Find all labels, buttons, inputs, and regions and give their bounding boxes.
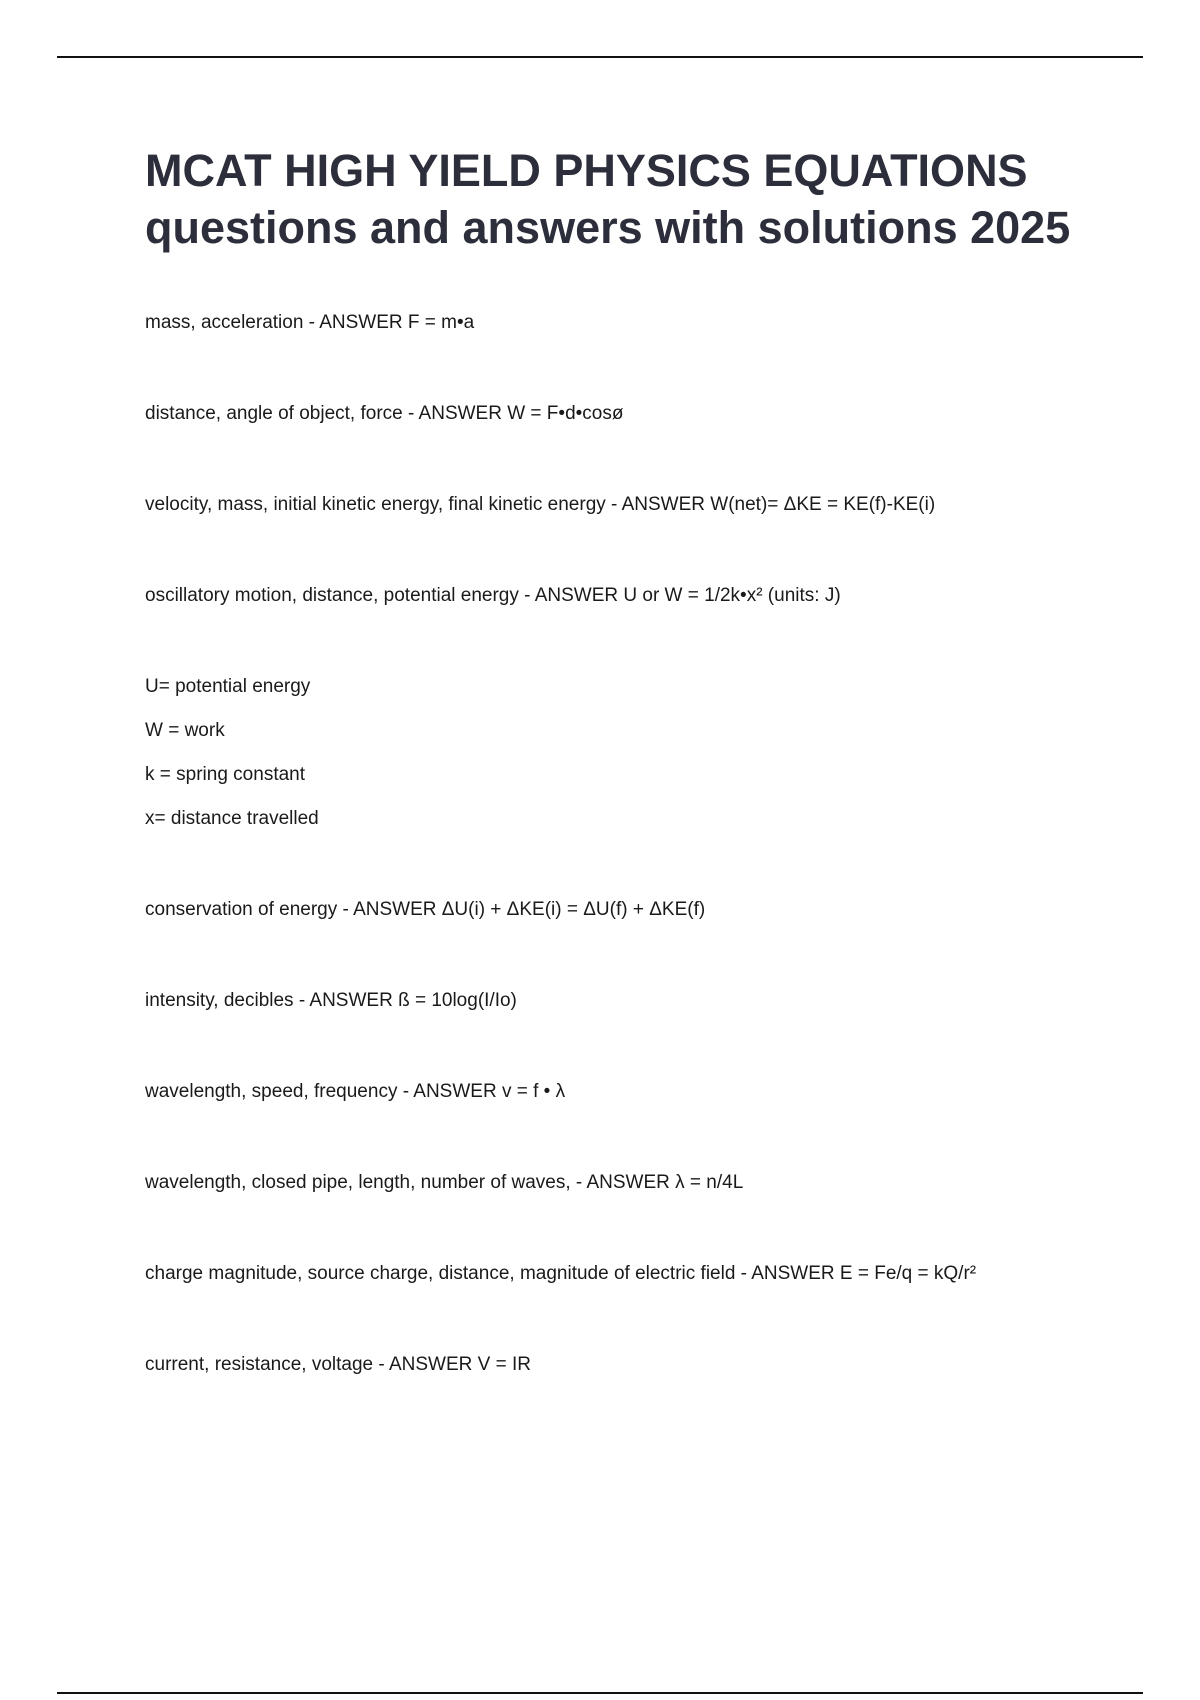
qa-item: current, resistance, voltage - ANSWER V = IR (145, 1354, 531, 1375)
qa-item: intensity, decibles - ANSWER ß = 10log(I/Io) (145, 990, 517, 1011)
definition-line: x= distance travelled (145, 808, 319, 829)
qa-item: conservation of energy - ANSWER ΔU(i) + ΔKE(i) = ΔU(f) + ΔKE(f) (145, 899, 706, 920)
document-title: MCAT HIGH YIELD PHYSICS EQUATIONS questions and answers with solutions 2025 (145, 145, 1071, 253)
qa-item: distance, angle of object, force - ANSWER W = F•d•cosø (145, 403, 624, 424)
definition-line: W = work (145, 720, 225, 741)
top-divider (57, 56, 1143, 58)
definition-line: k = spring constant (145, 764, 306, 785)
qa-item: oscillatory motion, distance, potential energy - ANSWER U or W = 1/2k•x² (units: J) (145, 585, 841, 606)
document-body (145, 312, 1125, 1376)
qa-item: velocity, mass, initial kinetic energy, final kinetic energy - ANSWER W(net)= ΔKE = KE(f)-KE(i) (145, 494, 936, 515)
definition-line: U= potential energy (145, 676, 311, 697)
qa-item: wavelength, closed pipe, length, number of waves, - ANSWER λ = n/4L (145, 1172, 744, 1193)
qa-item: mass, acceleration - ANSWER F = m•a (145, 312, 475, 333)
bottom-divider (57, 1692, 1143, 1694)
qa-item: charge magnitude, source charge, distance, magnitude of electric field - ANSWER E = Fe/q = kQ/r² (145, 1263, 977, 1284)
qa-item: wavelength, speed, frequency - ANSWER v = f • λ (145, 1081, 566, 1102)
